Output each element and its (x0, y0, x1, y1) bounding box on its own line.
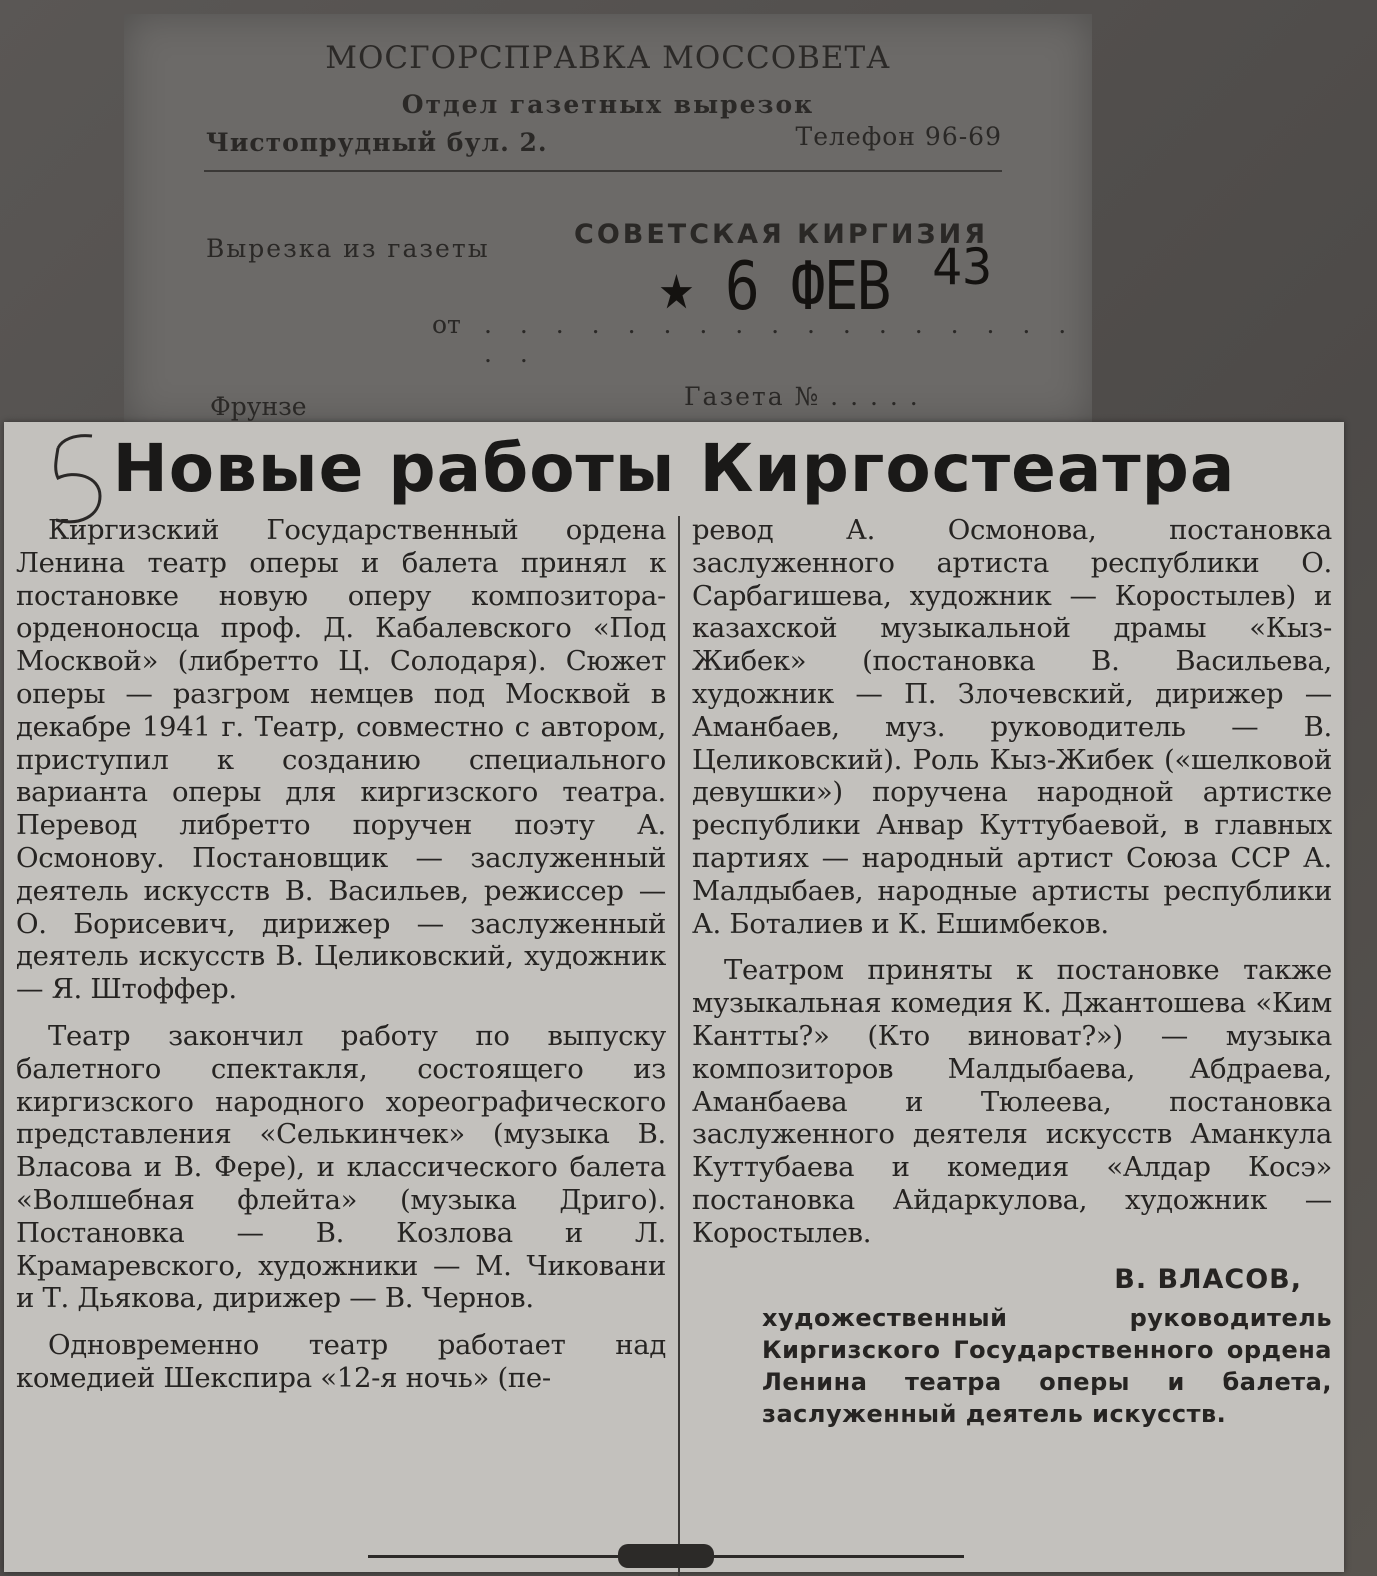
stamp-divider (204, 170, 1002, 172)
stamp-issue-text: Газета № (684, 382, 821, 411)
stamp-date-text: 6 ФЕВ (724, 246, 890, 326)
article-paragraph: Киргизский Государственный ордена Ленина театр оперы и балета принял к постановке новую оперу композитора-орденоносца проф. Д. Кабалевского «Под Москвой» (либретто Ц. Солодаря). Сюжет оперы — разгром немцев под Москвой в декабре 1941 г. Театр, совместно с автором, приступил к созданию специального варианта оперы для киргизского театра. Перевод либретто поручен поэту А. Осмонову. Постановщик — заслуженный деятель искусств В. Васильев, режиссер — О. Борисевич, дирижер — заслуженный деятель искусств В. Целиковский, художник — Я. Штоффер. (16, 514, 666, 1006)
stamp-organization: МОСГОРСПРАВКА МОССОВЕТА (325, 40, 891, 76)
article-left-column (16, 514, 666, 1409)
clipping-bureau-stamp (124, 14, 1092, 426)
column-divider (678, 516, 680, 1576)
stamp-department: Отдел газетных вырезок (401, 90, 815, 119)
author-title: художественный руководитель Киргизского Государственного ордена Ленина театра оперы и балета, заслуженный деятель искусств. (762, 1304, 1332, 1429)
stamp-clip-label: Вырезка из газеты (206, 234, 490, 263)
article-paragraph: Театром приняты к постановке также музыкальная комедия К. Джантошева «Ким Кантты?» (Кто виноват?») — музыка композиторов Малдыбаева, Абдраева, Аманбаева и Тюлеева, постановка заслуженного деятеля искусств Аманкула Куттубаева и комедия «Алдар Косэ» постановка Айдаркулова, художник — Коростылев. (692, 954, 1332, 1249)
article-paragraph: ревод А. Осмонова, постановка заслуженного артиста республики О. Сарбагишева, художник — Коростылев) и казахской музыкальной драмы «Кыз-Жибек» (постановка В. Васильева, художник — П. Злочевский, дирижер — Аманбаев, муз. руководитель — В. Целиковский). Роль Кыз-Жибек («шелковой девушки») поручена народной артистке республики Анвар Куттубаевой, в главных партиях — народный артист Союза ССР А. Малдыбаев, народные артисты республики А. Боталиев и К. Ешимбеков. (692, 514, 1332, 940)
article-paragraph: Театр закончил работу по выпуску балетного спектакля, состоящего из киргизского народного хореографического представления «Селькинчек» (музыка В. Власова и В. Фере), и классического балета «Волшебная флейта» (музыка Дриго). Постановка — В. Козлова и Л. Крамаревского, художники — М. Чиковани и Т. Дьякова, дирижер — В. Чернов. (16, 1019, 666, 1315)
stamp-date: ★ 6 ФЕВ (659, 246, 890, 326)
article-right-column (692, 514, 1332, 1430)
stamp-newspaper-name: СОВЕТСКАЯ КИРГИЗИЯ (574, 219, 989, 250)
author-name: В. ВЛАСОВ, (1114, 1263, 1302, 1295)
stamp-phone: Телефон 96-69 (795, 122, 1002, 151)
article-headline: Новые работы Киргостеатра (112, 430, 1236, 507)
bottom-ornament (618, 1544, 714, 1568)
stamp-address: Чистопрудный бул. 2. (206, 128, 548, 157)
stamp-issue-label: Газета № . . . . . (684, 382, 920, 411)
stamp-from-label: от (432, 310, 461, 339)
stamp-city: Фрунзе (210, 392, 307, 421)
newspaper-clipping (4, 422, 1344, 1572)
article-paragraph: Одновременно театр работает над комедией Шекспира «12-я ночь» (пе- (16, 1329, 666, 1394)
stamp-dotted-line: . . . . . . . . . . . . . . . . . . . (484, 310, 1077, 368)
stamp-year: 43 (932, 238, 993, 296)
